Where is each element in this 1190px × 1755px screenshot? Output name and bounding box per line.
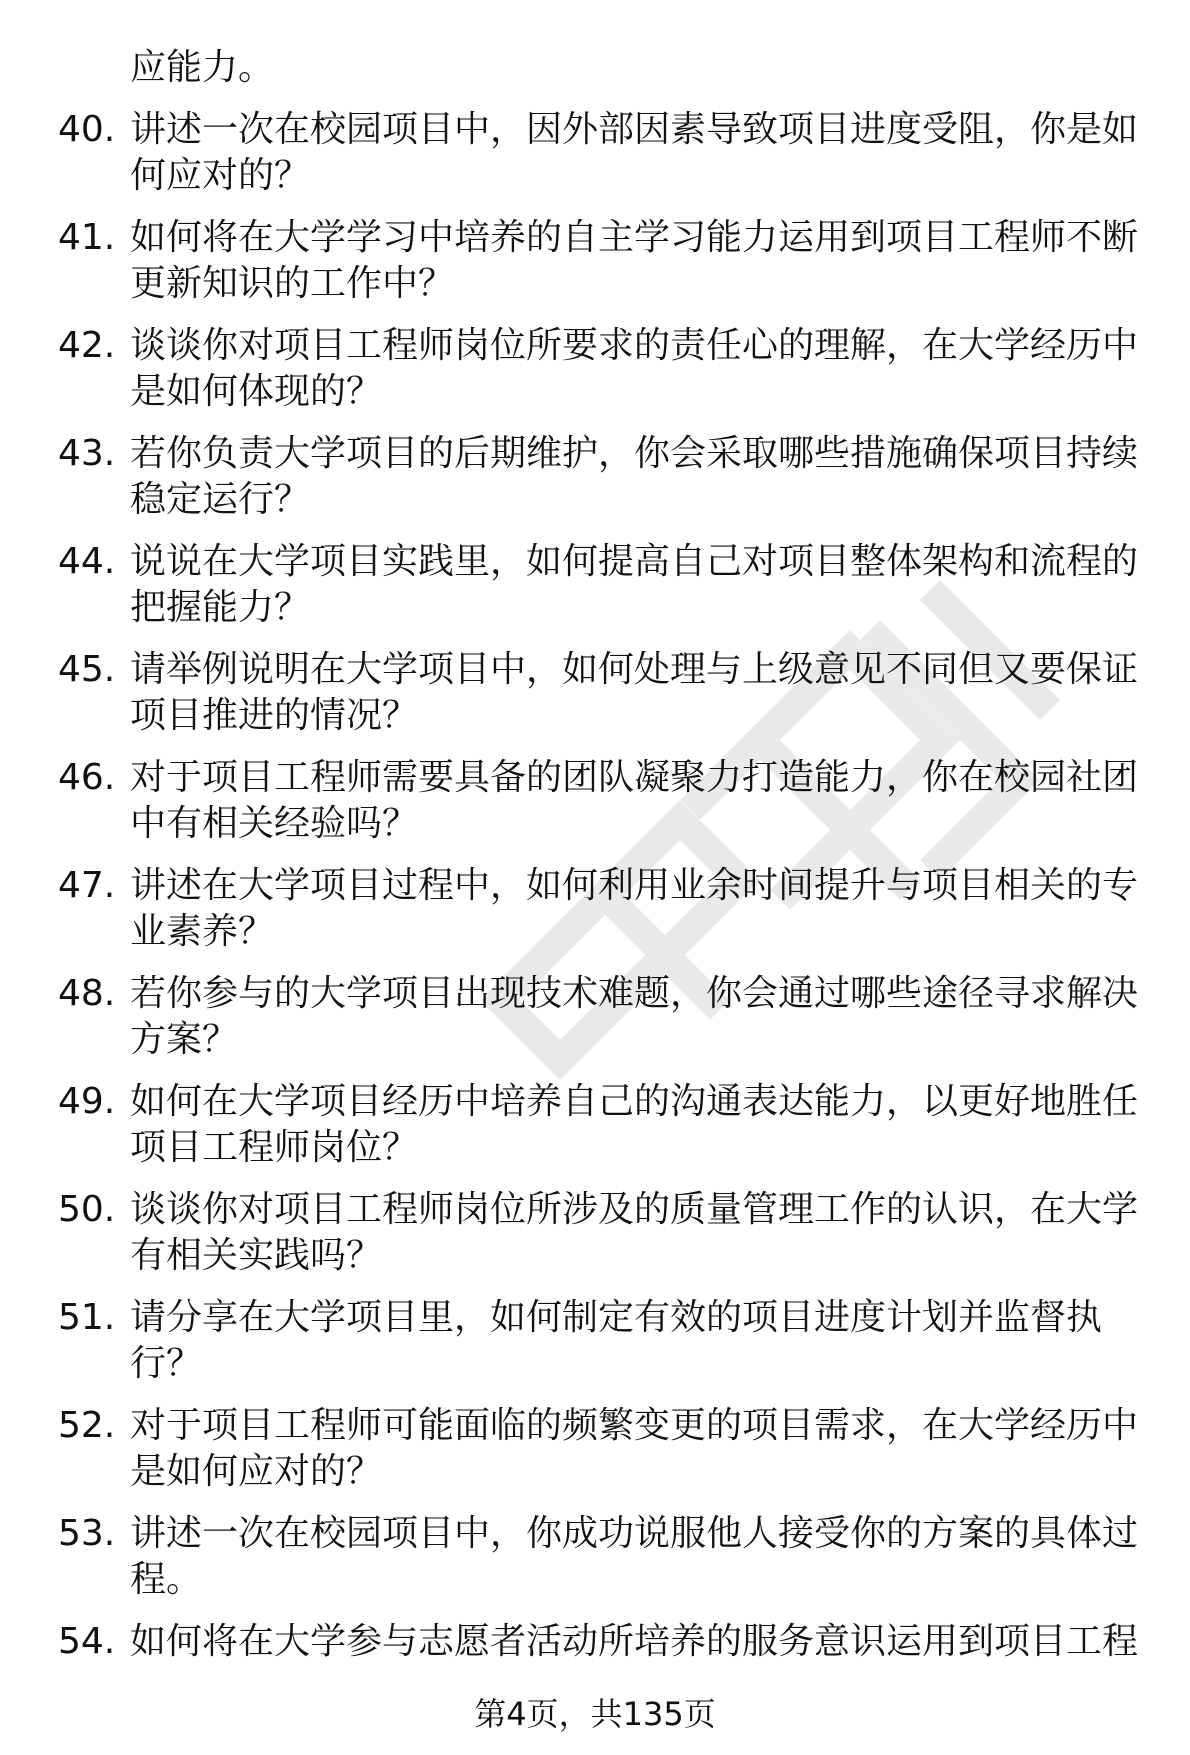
question-text-line: 如何在大学项目经历中培养自己的沟通表达能力，以更好地胜任 bbox=[130, 1081, 1139, 1122]
question-text bbox=[58, 107, 1148, 199]
question-item bbox=[58, 323, 1148, 415]
question-text-line: 若你负责大学项目的后期维护，你会采取哪些措施确保项目持续 bbox=[130, 433, 1139, 474]
question-number: 42. bbox=[58, 325, 116, 366]
question-number: 44. bbox=[58, 541, 116, 582]
question-text-line: 程。 bbox=[130, 1559, 203, 1600]
page-footer: 第4页，共135页 bbox=[474, 1695, 716, 1733]
question-text-line: 项目工程师岗位？ bbox=[130, 1127, 419, 1168]
question-text bbox=[58, 1403, 1148, 1495]
question-number: 48. bbox=[58, 973, 116, 1014]
question-text-line: 行？ bbox=[130, 1343, 203, 1384]
question-text bbox=[58, 1187, 1148, 1279]
question-text-line: 方案？ bbox=[130, 1019, 239, 1060]
question-text-line: 讲述一次在校园项目中，因外部因素导致项目进度受阻，你是如 bbox=[130, 109, 1139, 150]
question-text bbox=[58, 1511, 1148, 1603]
question-text-line: 对于项目工程师可能面临的频繁变更的项目需求，在大学经历中 bbox=[130, 1405, 1139, 1446]
question-text-line: 把握能力？ bbox=[130, 587, 311, 628]
question-items bbox=[58, 107, 1148, 1665]
question-text bbox=[58, 1079, 1148, 1171]
question-item bbox=[58, 971, 1148, 1063]
question-text-line: 更新知识的工作中？ bbox=[130, 263, 455, 304]
question-text-line: 请分享在大学项目里，如何制定有效的项目进度计划并监督执 bbox=[130, 1297, 1103, 1338]
question-text bbox=[58, 863, 1148, 955]
question-text bbox=[58, 755, 1148, 847]
question-text-line: 何应对的？ bbox=[130, 155, 311, 196]
question-number: 40. bbox=[58, 109, 116, 150]
question-number: 50. bbox=[58, 1189, 116, 1230]
question-text-line: 是如何应对的？ bbox=[130, 1451, 383, 1492]
question-text-line: 谈谈你对项目工程师岗位所要求的责任心的理解，在大学经历中 bbox=[130, 325, 1139, 366]
question-item bbox=[58, 539, 1148, 631]
question-number: 53. bbox=[58, 1513, 116, 1554]
question-text-line: 项目推进的情况？ bbox=[130, 695, 419, 736]
question-text bbox=[58, 431, 1148, 523]
question-item bbox=[58, 1079, 1148, 1171]
question-text bbox=[58, 215, 1148, 307]
question-text-line: 如何将在大学学习中培养的自主学习能力运用到项目工程师不断 bbox=[130, 217, 1139, 258]
question-text-line: 若你参与的大学项目出现技术难题，你会通过哪些途径寻求解决 bbox=[130, 973, 1139, 1014]
question-text bbox=[58, 1619, 1148, 1665]
question-item bbox=[58, 107, 1148, 199]
question-item bbox=[58, 1403, 1148, 1495]
question-number: 47. bbox=[58, 865, 116, 906]
question-text-line: 谈谈你对项目工程师岗位所涉及的质量管理工作的认识，在大学 bbox=[130, 1189, 1139, 1230]
question-item bbox=[58, 647, 1148, 739]
question-number: 43. bbox=[58, 433, 116, 474]
question-number: 49. bbox=[58, 1081, 116, 1122]
question-number: 52. bbox=[58, 1405, 116, 1446]
question-number: 54. bbox=[58, 1621, 116, 1662]
question-text-line: 中有相关经验吗？ bbox=[130, 803, 419, 844]
question-text-line: 如何将在大学参与志愿者活动所培养的服务意识运用到项目工程 bbox=[130, 1621, 1139, 1662]
question-item bbox=[58, 215, 1148, 307]
question-number: 45. bbox=[58, 649, 116, 690]
question-text bbox=[58, 1295, 1148, 1387]
question-text-line: 请举例说明在大学项目中，如何处理与上级意见不同但又要保证 bbox=[130, 649, 1139, 690]
question-item bbox=[58, 1187, 1148, 1279]
question-item bbox=[58, 1619, 1148, 1665]
question-number: 46. bbox=[58, 757, 116, 798]
question-text-line: 有相关实践吗？ bbox=[130, 1235, 383, 1276]
question-number: 51. bbox=[58, 1297, 116, 1338]
question-text-line: 稳定运行？ bbox=[130, 479, 311, 520]
question-text-line: 讲述在大学项目过程中，如何利用业余时间提升与项目相关的专 bbox=[130, 865, 1139, 906]
question-text-line: 说说在大学项目实践里，如何提高自己对项目整体架构和流程的 bbox=[130, 541, 1139, 582]
question-text bbox=[58, 971, 1148, 1063]
question-text bbox=[58, 323, 1148, 415]
carryover-line: 应能力。 bbox=[130, 47, 275, 88]
question-item bbox=[58, 863, 1148, 955]
question-item bbox=[58, 1295, 1148, 1387]
question-item bbox=[58, 431, 1148, 523]
question-text bbox=[58, 647, 1148, 739]
question-text bbox=[58, 539, 1148, 631]
question-item bbox=[58, 1511, 1148, 1603]
question-list bbox=[58, 45, 1148, 1665]
question-text-line: 是如何体现的？ bbox=[130, 371, 383, 412]
question-text-line: 业素养？ bbox=[130, 911, 275, 952]
question-text-line: 对于项目工程师需要具备的团队凝聚力打造能力，你在校园社团 bbox=[130, 757, 1139, 798]
question-number: 41. bbox=[58, 217, 116, 258]
question-item bbox=[58, 755, 1148, 847]
question-text-line: 讲述一次在校园项目中，你成功说服他人接受你的方案的具体过 bbox=[130, 1513, 1139, 1554]
